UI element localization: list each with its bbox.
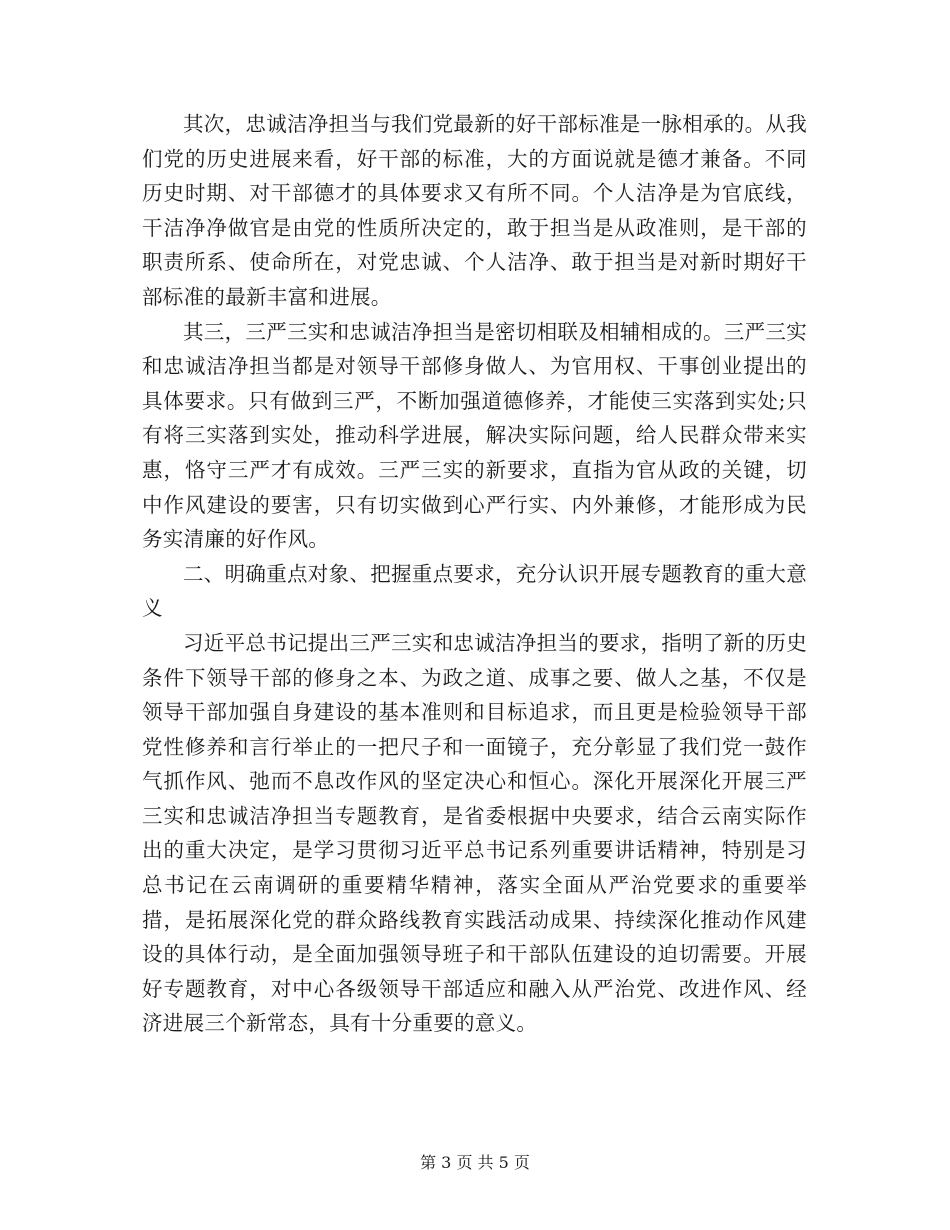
paragraph: 习近平总书记提出三严三实和忠诚洁净担当的要求，指明了新的历史条件下领导干部的修身之本、为政之道、成事之要、做人之基，不仅是领导干部加强自身建设的基本准则和目标追求，而且更是检验领导干部党性修养和言行举止的一把尺子和一面镜子，充分彰显了我们党一鼓作气抓作风、弛而不息改作风的坚定决心和恒心。深化开展深化开展三严三实和忠诚洁净担当专题教育，是省委根据中央要求，结合云南实际作出的重大决定，是学习贯彻习近平总书记系列重要讲话精神，特别是习总书记在云南调研的重要精华精神，落实全面从严治党要求的重要举措，是拓展深化党的群众路线教育实践活动成果、持续深化推动作风建设的具体行动，是全面加强领导班子和干部队伍建设的迫切需要。开展好专题教育，对中心各级领导干部适应和融入从严治党、改进作风、经济进展三个新常态，具有十分重要的意义。 <box>142 630 807 1036</box>
document-body <box>142 107 807 1041</box>
section-heading: 二、明确重点对象、把握重点要求，充分认识开展专题教育的重大意义 <box>142 561 807 621</box>
paragraph: 其三，三严三实和忠诚洁净担当是密切相联及相辅相成的。三严三实和忠诚洁净担当都是对领导干部修身做人、为官用权、干事创业提出的具体要求。只有做到三严，不断加强道德修养，才能使三实落到实处;只有将三实落到实处，推动科学进展，解决实际问题，给人民群众带来实惠，恪守三严才有成效。三严三实的新要求，直指为官从政的关键，切中作风建设的要害，只有切实做到心严行实、内外兼修，才能形成为民务实清廉的好作风。 <box>142 319 807 552</box>
paragraph: 其次，忠诚洁净担当与我们党最新的好干部标准是一脉相承的。从我们党的历史进展来看，好干部的标准，大的方面说就是德才兼备。不同历史时期、对干部德才的具体要求又有所不同。个人洁净是为官底线，干洁净净做官是由党的性质所决定的，敢于担当是从政准则，是干部的职责所系、使命所在，对党忠诚、个人洁净、敢于担当是对新时期好干部标准的最新丰富和进展。 <box>142 112 807 309</box>
page-number-footer: 第 3 页 共 5 页 <box>420 1153 530 1172</box>
